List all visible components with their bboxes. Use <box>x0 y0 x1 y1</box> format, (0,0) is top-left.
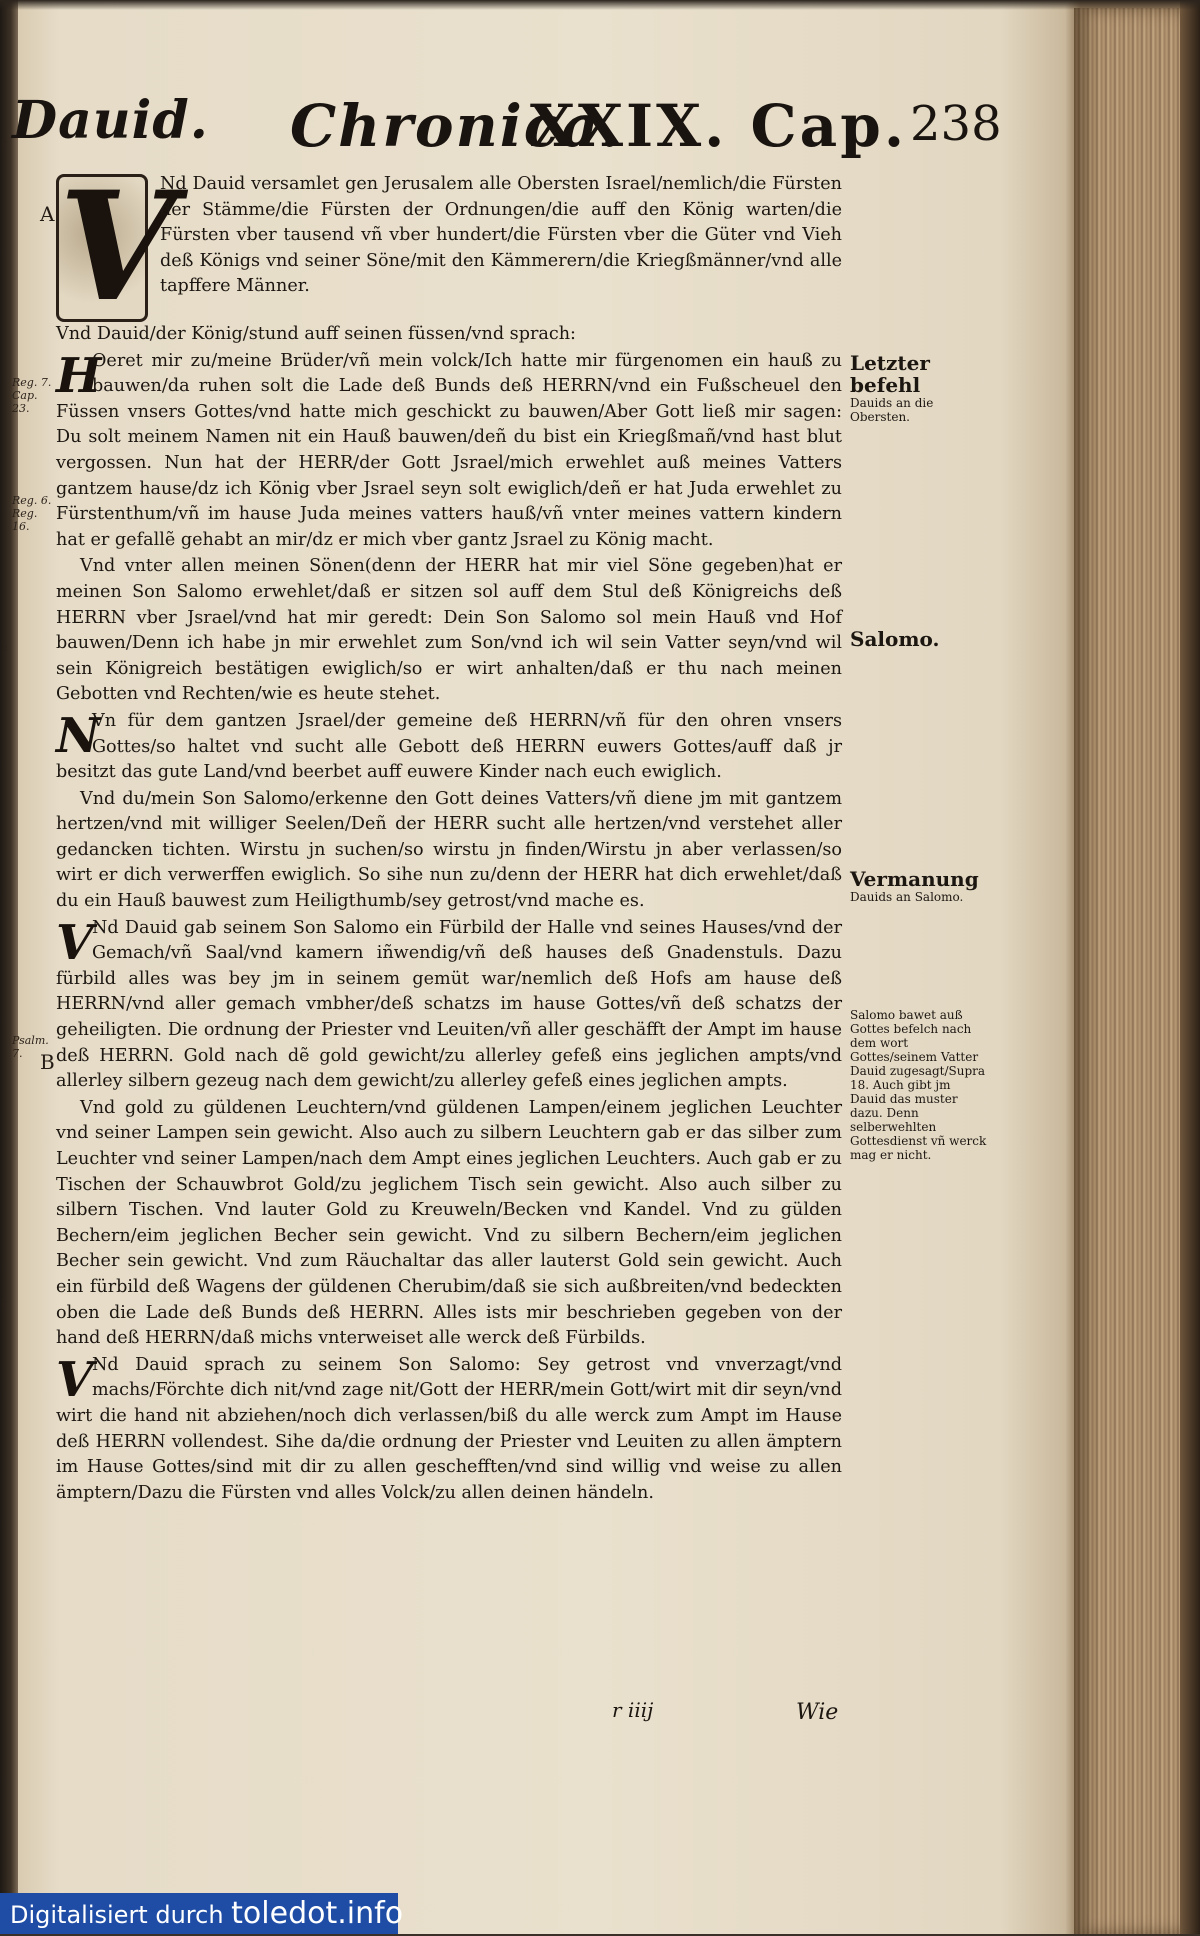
running-head-left: Dauid. <box>12 90 209 151</box>
paragraph-8: Vnd gold zu güldenen Leuchtern/vnd güldenen Lampen/einem jeglichen Leuchter vnd seiner Lampen sein gewicht. Also auch zu silbern Leuchtern gab er das silber zum Leuchter vnd seiner Lampen/nach dem Ampt eines jeglichen Leuchters. Auch gab er zu Tischen der Schauwbrot Gold/zu jeglichem Tisch sein gewicht. Also auch silber zu silbern Tischen. Vnd lauter Gold zu Kreuweln/Becken vnd Kandel. Vnd zu gülden Bechern/eim jeglichen Becher sein gewicht. Vnd zu silbern Bechern/eim jeglichen Becher sein gewicht. Vnd zum Räuchaltar das aller lauterst Gold sein gewicht. Auch ein fürbild deß Wagens der güldenen Cherubim/daß sie sich außbreiten/vnd bedeckten oben die Lade deß Bunds deß HERRN. Alles ists mir beschrieben gegeben von der hand deß HERRN/daß michs vnterweiset alle werck deß Fürbilds. <box>56 1097 842 1349</box>
inner-ref-reg6: Reg. 6. Reg. 16. <box>12 494 52 533</box>
margin-note-text: Dauids an die Obersten. <box>850 396 934 424</box>
paragraph-9 <box>56 1353 842 1507</box>
page-number: 238 <box>910 96 1002 152</box>
banner-prefix: Digitalisiert durch <box>10 1901 232 1929</box>
top-shadow <box>0 0 1200 10</box>
body-text <box>56 159 842 1507</box>
margin-note-heading: Vermanung <box>850 867 979 891</box>
sliver-glyph: ſ <box>2 1300 7 1313</box>
sliver-glyph: ꝛ <box>2 641 8 654</box>
section-marker-a: A <box>40 202 55 226</box>
signature-mark: r iiij <box>612 1698 654 1722</box>
paragraph-2: Vnd Dauid/der König/stund auff seinen füssen/vnd sprach: <box>56 324 576 344</box>
paragraph-5 <box>56 709 842 786</box>
banner-site-link[interactable]: toledot.info <box>231 1896 404 1931</box>
initial-letter: V <box>56 914 94 971</box>
paragraph-text: Nd Dauid gab seinem Son Salomo ein Fürbild der Halle vnd seines Hauses/vnd der Gemach/vñ Saal/vnd kamern iñwendig/vñ deß hauses deß Gnadenstuls. Dazu fürbild alles was bey jm in seinem gemüt war/nemlich deß Hofs am hause deß HERRN/vnd aller gemach vmbher/deß schatzs im hause Gottes/vñ deß schatzs der geheiligten. Die ordnung der Priester vnd Leuiten/vñ aller geschäfft der Ampt im hause deß HERRN. Gold nach dẽ gold gewicht/zu allerley gefeß eins jeglichen ampts/vnd allerley silbern gezeug nach dem gewicht/zu allerley gefeß eines jeglichen ampts. <box>56 917 842 1092</box>
inner-ref-psalm: Psalm. 7. <box>12 1034 49 1060</box>
paragraph-6: Vnd du/mein Son Salomo/erkenne den Gott deines Vatters/vñ diene jm mit gantzem hertzen/vnd mit williger Seelen/Deñ der HERR sucht alle hertzen/vnd verstehet aller gedancken tichten. Wirstu jn suchen/so wirstu jn finden/Wirstu jn aber verlassen/so wirt er dich verwerffen ewiglich. So sihe nun zu/denn der HERR hat dich erwehlet/daß du ein Hauß bauwest zum Heiligthumb/sey getrost/vnd mache es. <box>56 788 842 912</box>
inner-ref-reg7: Reg. 7. Cap. 23. <box>12 376 52 415</box>
paragraph-text: Nd Dauid versamlet gen Jerusalem alle Obersten Israel/nemlich/die Fürsten der Stämme/die Fürsten der Ordnungen/die auff den König warten/die Fürsten vber tausend vñ vber hundert/die Fürsten vber die Güter vnd Vieh deß Königs vnd seiner Söne/mit den Kämmerern/die Kriegßmänner/vnd alle tapffere Männer. <box>160 174 842 297</box>
margin-note-text: Salomo bawet auß Gottes befelch nach dem wort Gottes/seinem Vatter Dauid zugesagt/Supra 18. Auch gibt jm Dauid das muster dazu. Denn selberwehlten Gottesdienst vñ werck mag er nicht. <box>850 1008 987 1162</box>
chapter-number: XXIX. Cap. <box>530 92 908 160</box>
paragraph-4: Vnd vnter allen meinen Sönen(denn der HERR hat mir viel Söne gegeben)hat er meinen Son Salomo erwehlet/daß er sitzen sol auff dem Stul deß Königreichs deß HERRN vber Jsrael/vnd hat mir geredt: Dein Son Salomo sol mein Hauß vnd Hof bauwen/Denn ich habe jn mir erwehlet zum Son/vnd ich wil sein Vatter seyn/vnd wil sein Königreich bestätigen ewiglich/so er wirt anhalten/daß er thu nach meinen Gebotten vnd Rechten/wie es heute stehet. <box>56 556 842 705</box>
margin-note-salomo-bawet <box>850 1008 990 1162</box>
paragraph-7 <box>56 916 842 1095</box>
margin-note-heading: Salomo. <box>850 627 940 651</box>
paragraph-text: Vn für dem gantzen Jsrael/der gemeine deß HERRN/vñ für den ohren vnsers Gottes/so haltet vnd sucht alle Gebott deß HERRN euwers Gottes/auff daß jr besitzt das gute Land/vnd beerbet auff euwere Kinder nach euch ewiglich. <box>56 710 842 783</box>
initial-letter: V <box>56 1351 94 1408</box>
paragraph-text: Nd Dauid sprach zu seinem Son Salomo: Sey getrost vnd vnverzagt/vnd machs/Förchte dich nit/vnd zage nit/Gott der HERR/mein Gott/wirt mit dir seyn/vnd wirt die hand nit abziehen/noch dich verlassen/biß du alle werck zum Ampt im Hause deß HERRN vollendest. Sihe da/die ordnung der Priester vnd Leuiten zu allen ämptern im Hause Gottes/sind mit dir zu allen geschefften/vnd sind willig vnd weise zu allen ämptern/Dazu die Fürsten vnd alles Volck/zu allen deinen händeln. <box>56 1354 842 1503</box>
sliver-glyph: ſ <box>2 140 7 153</box>
page-edge-shadow <box>1180 0 1200 1934</box>
margin-note-vermanung <box>850 868 986 904</box>
paragraph-text: Oeret mir zu/meine Brüder/vñ mein volck/Ich hatte mir fürgenomen ein hauß zu bauwen/da ruhen solt die Lade deß Bunds deß HERRN/vnd ein Fußscheuel den Füssen vnsers Gottes/vnd hatte mich geschickt zu bauwen/Aber Gott ließ mir sagen: Du solt meinem Namen nit ein Hauß bauwen/deñ du bist ein Kriegßmañ/vnd hast blut vergossen. Nun hat der HERR/der Gott Jsrael/mich erwehlet auß meines Vatters gantzem hause/dz ich König vber Jsrael seyn solt ewiglich/deñ er hat Juda erwehlet zu Fürstenthum/vñ im hause Juda meines vatters hauß/vñ vnter meines vattern kindern hat er gefallẽ gehabt an mir/dz er mich vber gantz Jsrael zu König macht. <box>56 350 842 550</box>
margin-note-salomo <box>850 628 986 650</box>
digitization-banner[interactable] <box>0 1893 404 1934</box>
running-head-title: Chronica. <box>290 92 623 160</box>
paragraph-3 <box>56 349 842 554</box>
initial-letter: H <box>56 347 102 404</box>
catchword: Wie <box>796 1700 839 1725</box>
left-page-sliver <box>0 0 18 1934</box>
margin-note-heading: Letzter befehl <box>850 351 930 397</box>
initial-letter: N <box>56 707 100 764</box>
decorated-initial: V <box>56 174 148 322</box>
section-marker-b: B <box>40 1050 55 1074</box>
margin-note-text: Dauids an Salomo. <box>850 890 964 904</box>
margin-note-letzter-befehl <box>850 352 986 424</box>
